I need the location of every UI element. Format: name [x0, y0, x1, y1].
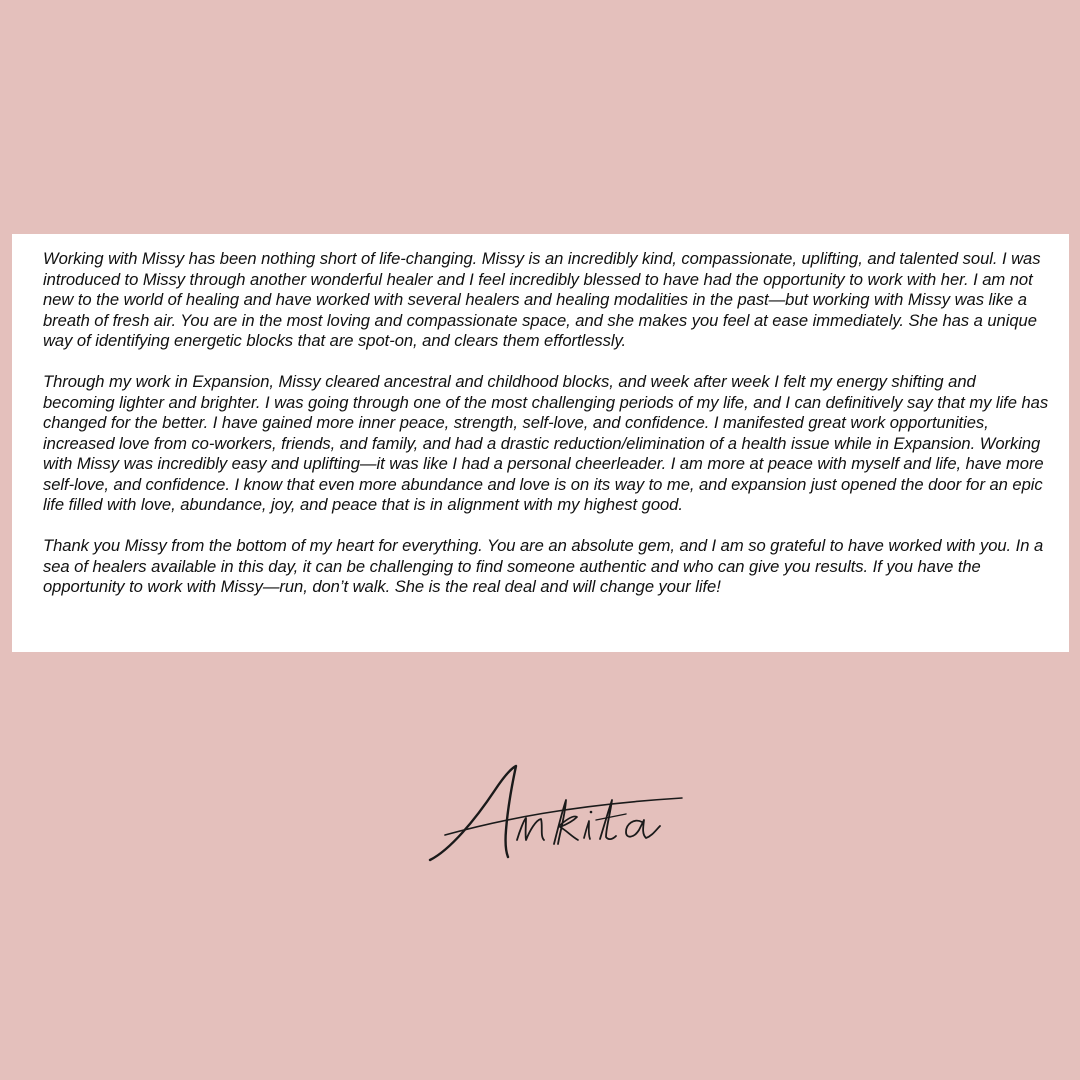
testimonial-paragraph-2: Through my work in Expansion, Missy cleared ancestral and childhood blocks, and week after week I felt my energy shifting and becoming lighter and brighter. I was going through one of the most challenging periods of my life, and I can definitively say that my life has changed for the better. I have gained more inner peace, strength, self-love, and confidence. I manifested great work opportunities, increased love from co-workers, friends, and family, and had a drastic reduction/elimination of a health issue while in Expansion. Working with Missy was incredibly easy and uplifting—it was like I had a personal cheerleader. I am more at peace with myself and life, have more self-love, and confidence. I know that even more abundance and love is on its way to me, and expansion just opened the door for an epic life filled with love, abundance, joy, and peace that is in alignment with my highest good. [43, 372, 1049, 514]
testimonial-card [12, 234, 1069, 652]
testimonial-paragraph-1: Working with Missy has been nothing short of life-changing. Missy is an incredibly kind, compassionate, uplifting, and talented soul. I was introduced to Missy through another wonderful healer and I feel incredibly blessed to have had the opportunity to work with her. I am not new to the world of healing and have worked with several healers and healing modalities in the past—but working with Missy was like a breath of fresh air. You are in the most loving and compassionate space, and she makes you feel at ease immediately. She has a unique way of identifying energetic blocks that are spot-on, and clears them effortlessly. [43, 249, 1041, 350]
testimonial-paragraph-3: Thank you Missy from the bottom of my heart for everything. You are an absolute gem, and I am so grateful to have worked with you. In a sea of healers available in this day, it can be challenging to find someone authentic and who can give you results. If you have the opportunity to work with Missy—run, don’t walk. She is the real deal and will change your life! [43, 536, 1044, 596]
signature-graphic [420, 760, 690, 870]
signature [420, 760, 690, 870]
